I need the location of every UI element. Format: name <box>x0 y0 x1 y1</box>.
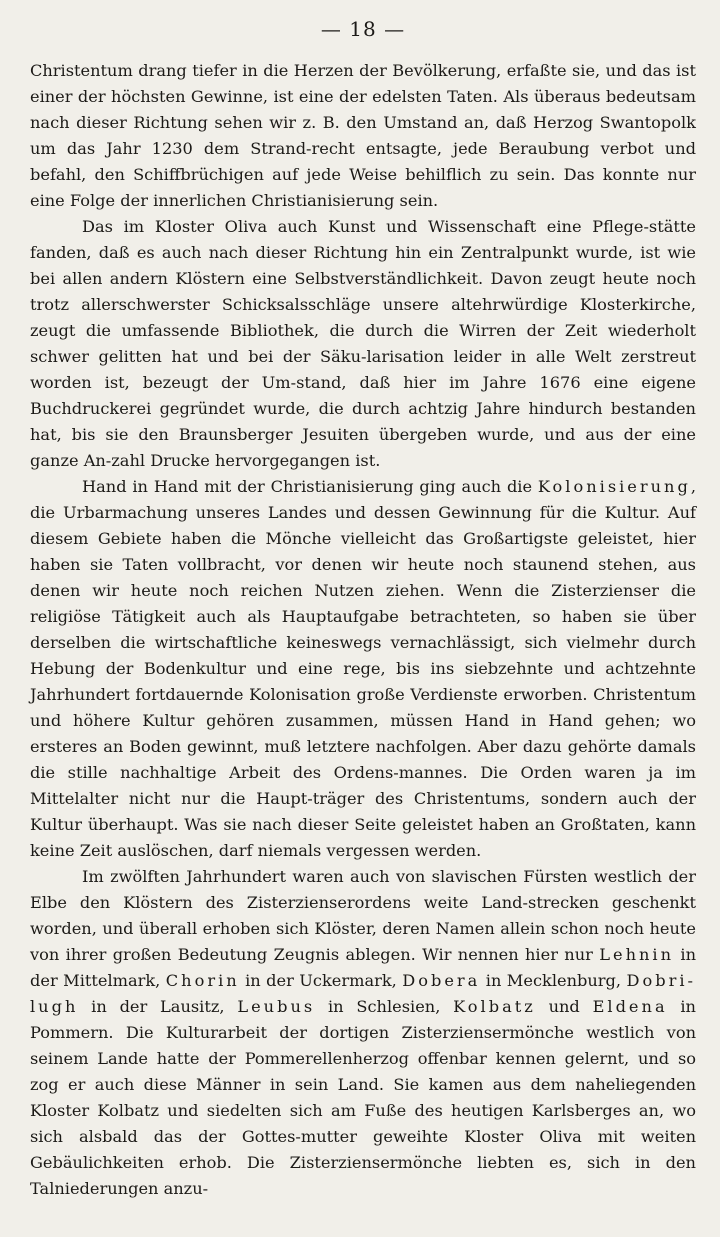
paragraph-4-text-4: in Mecklenburg, <box>480 971 627 990</box>
paragraph-4-text-3: in der Uckermark, <box>239 971 403 990</box>
monastery-name-leubus: Leubus <box>237 997 316 1016</box>
spaced-term-kolonisierung: Kolonisierung <box>537 477 691 496</box>
monastery-name-eldena: Eldena <box>592 997 668 1016</box>
paragraph-3 <box>30 474 696 864</box>
monastery-name-dobrilugh: Dobri-lugh <box>30 971 696 1016</box>
paragraph-4 <box>30 864 696 1202</box>
paragraph-4-text-7: und <box>535 997 593 1016</box>
monastery-name-dobera: Dobera <box>402 971 481 990</box>
monastery-name-kolbatz: Kolbatz <box>453 997 536 1016</box>
paragraph-4-text-8: in Pommern. Die Kulturarbeit der dortigen Zisterziensermönche westlich von seinem Lande hatte der Pommerellenherzog offenbar kennen gelernt, und so zog er auch diese Männer in sein Land. Sie kamen aus dem naheliegenden Kloster Kolbatz und siedelten sich am Fuße des heutigen Karlsberges an, wo sich alsbald das der Gottes-mutter geweihte Kloster Oliva mit weiten Gebäulichkeiten erhob. Die Zisterziensermönche liebten es, sich in den Talniederungen anzu- <box>30 997 696 1198</box>
page-number: — 18 — <box>320 17 406 41</box>
paragraph-2: Das im Kloster Oliva auch Kunst und Wissenschaft eine Pflege-stätte fanden, daß es auch nach dieser Richtung hin ein Zentralpunkt wurde, ist wie bei allen andern Klöstern eine Selbstverständlichkeit. Davon zeugt heute noch trotz allerschwerster Schicksalsschläge unsere altehrwürdige Klosterkirche, zeugt die umfassende Bibliothek, die durch die Wirren der Zeit wiederholt schwer gelitten hat und bei der Säku-larisation leider in alle Welt zerstreut worden ist, bezeugt der Um-stand, daß hier im Jahre 1676 eine eigene Buchdruckerei gegründet wurde, die durch achtzig Jahre hindurch bestanden hat, bis sie den Braunsberger Jesuiten übergeben wurde, und aus der eine ganze An-zahl Drucke hervorgegangen ist. <box>30 217 696 470</box>
paragraph-3-text-after: , die Urbarmachung unseres Landes und dessen Gewinnung für die Kultur. Auf diesem Gebiete haben die Mönche vielleicht das Großartigste geleistet, hier haben sie Taten vollbracht, vor denen wir heute noch staunend stehen, aus denen wir heute noch reichen Nutzen ziehen. Wenn die Zisterzienser die religiöse Tätigkeit auch als Hauptaufgabe betrachteten, so haben sie über derselben die wirtschaftliche keineswegs vernachlässigt, sich vielmehr durch Hebung der Bodenkultur und eine rege, bis ins siebzehnte und achtzehnte Jahrhundert fortdauernde Kolonisation große Verdienste erworben. Christentum und höhere Kultur gehören zusammen, müssen Hand in Hand gehen; wo ersteres an Boden gewinnt, muß letztere nachfolgen. Aber dazu gehörte damals die stille nachhaltige Arbeit des Ordens-mannes. Die Orden waren ja im Mittelalter nicht nur die Haupt-träger des Christentums, sondern auch der Kultur überhaupt. Was sie nach dieser Seite geleistet haben an Großtaten, kann keine Zeit auslöschen, darf niemals vergessen werden. <box>30 477 696 860</box>
paragraph-4-text-5: in der Lausitz, <box>78 997 238 1016</box>
document-page <box>30 14 696 1202</box>
paragraph-4-text-6: in Schlesien, <box>315 997 454 1016</box>
paragraph-4-text-1: Im zwölften Jahrhundert waren auch von slavischen Fürsten westlich der Elbe den Klöstern des Zisterzienserordens weite Land-strecken geschenkt worden, und überall erhoben sich Klöster, deren Namen allein schon noch heute von ihrer großen Bedeutung Zeugnis ablegen. Wir nennen hier nur <box>30 867 696 964</box>
paragraph-4-text-2: in der Mittelmark, <box>30 945 696 990</box>
paragraph-3-text-before: Hand in Hand mit der Christianisierung ging auch die <box>82 477 538 496</box>
paragraph-1: Christentum drang tiefer in die Herzen der Bevölkerung, erfaßte sie, und das ist einer der höchsten Gewinne, ist eine der edelsten Taten. Als überaus bedeutsam nach dieser Richtung sehen wir z. B. den Umstand an, daß Herzog Swantopolk um das Jahr 1230 dem Strand-recht entsagte, jede Beraubung verbot und befahl, den Schiffbrüchigen auf jede Weise behilflich zu sein. Das konnte nur eine Folge der innerlichen Christianisierung sein. <box>30 61 696 210</box>
monastery-name-chorin: Chorin <box>165 971 240 990</box>
monastery-name-lehnin: Lehnin <box>599 945 675 964</box>
